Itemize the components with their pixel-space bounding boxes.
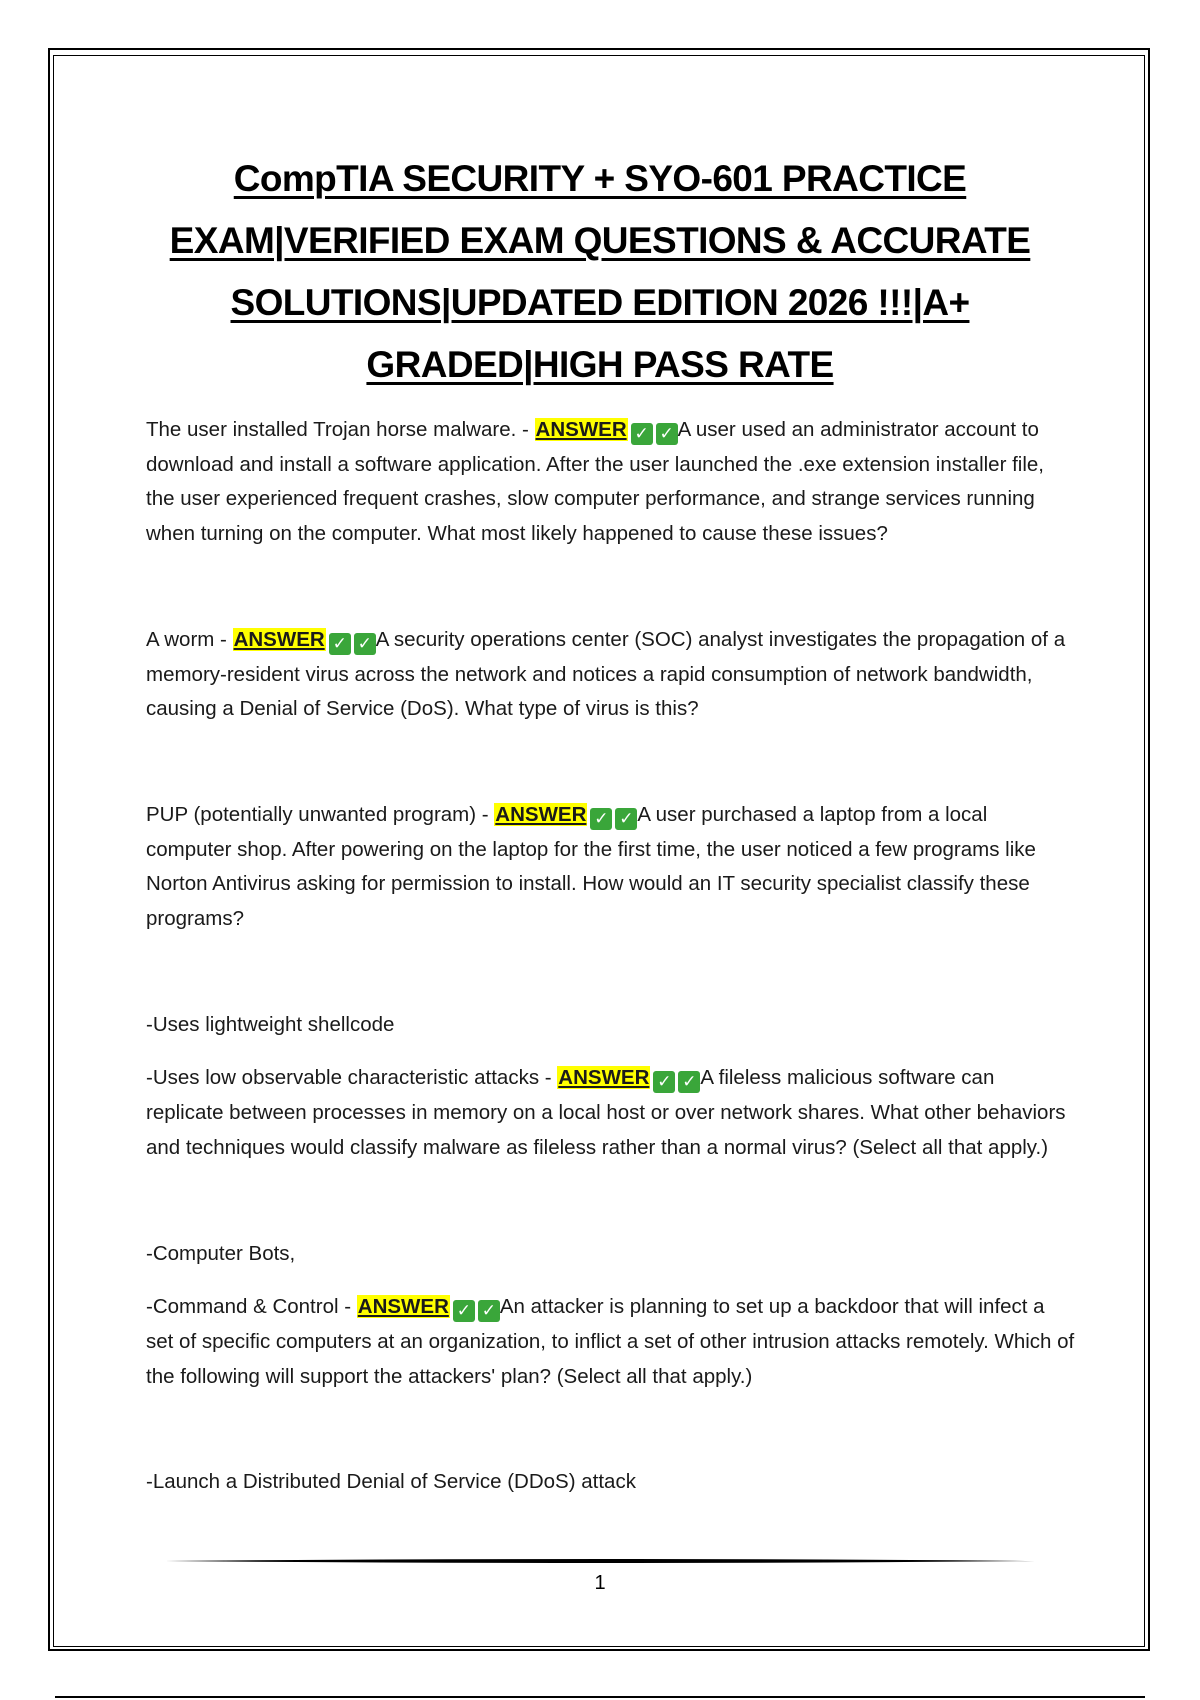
title-line: EXAM|VERIFIED EXAM QUESTIONS & ACCURATE <box>169 220 1031 261</box>
check-icon: ✓ <box>678 1071 700 1093</box>
check-icon: ✓ <box>631 423 653 445</box>
check-icon: ✓ <box>590 808 612 830</box>
answer-option: -Launch a Distributed Denial of Service (DDoS) attack <box>146 1470 636 1494</box>
question-text: A user purchased a laptop from a local computer shop. After powering on the laptop for the first time, the user noticed a few programs like Norton Antivirus asking for permission to install. How would an IT security specialist classify these programs? <box>146 802 1036 931</box>
footer-divider <box>165 1558 1035 1564</box>
title-line: GRADED|HIGH PASS RATE <box>366 344 834 385</box>
answer-text: The user installed Trojan horse malware. - <box>146 418 535 441</box>
answer-text: PUP (potentially unwanted program) - <box>146 802 495 826</box>
answer-option: -Computer Bots, <box>146 1241 296 1265</box>
bottom-border <box>55 1696 1145 1698</box>
check-icon: ✓ <box>478 1300 500 1322</box>
answer-label: ANSWER <box>535 418 627 441</box>
document-title <box>120 148 1080 396</box>
answer-text: -Uses low observable characteristic attacks - <box>146 1066 558 1090</box>
answer-label: ANSWER <box>357 1295 449 1319</box>
check-icon: ✓ <box>615 808 637 830</box>
question-text: A user used an administrator account to download and install a software application. After the user launched the .exe extension installer file, the user experienced frequent crashes, slow computer performance, and strange services running when turning on the computer. What most likely happened to cause these issues? <box>146 418 1044 546</box>
question-text: A security operations center (SOC) analyst investigates the propagation of a memory-resident virus across the network and notices a rapid consumption of network bandwidth, causing a Denial of Service (DoS). What type of virus is this? <box>146 627 1066 721</box>
check-icon: ✓ <box>329 633 351 655</box>
answer-text: -Command & Control - <box>146 1295 357 1319</box>
answer-label: ANSWER <box>558 1066 650 1090</box>
title-line: CompTIA SECURITY + SYO-601 PRACTICE <box>233 158 967 199</box>
question-text: An attacker is planning to set up a backdoor that will infect a set of specific computers at an organization, to inflict a set of other intrusion attacks remotely. Which of the following will support the attackers' plan? (Select all that apply.) <box>146 1295 1075 1388</box>
answer-label: ANSWER <box>233 627 325 651</box>
title-line: SOLUTIONS|UPDATED EDITION 2026 !!!|A+ <box>230 282 970 323</box>
qa-paragraph <box>146 1290 1076 1394</box>
answer-option: -Uses lightweight shellcode <box>146 1012 395 1036</box>
check-icon: ✓ <box>453 1300 475 1322</box>
qa-paragraph <box>146 623 1076 727</box>
question-text: A fileless malicious software can replicate between processes in memory on a local host or over network shares. What other behaviors and techniques would classify malware as fileless rather than a normal virus? (Select all that apply.) <box>146 1066 1066 1159</box>
check-icon: ✓ <box>653 1071 675 1093</box>
qa-paragraph <box>146 1061 1076 1165</box>
check-icon: ✓ <box>656 423 678 445</box>
answer-text: A worm - <box>146 627 233 651</box>
qa-paragraph <box>146 798 1076 937</box>
qa-content <box>146 413 1076 1500</box>
qa-paragraph <box>146 413 1076 552</box>
answer-label: ANSWER <box>495 802 587 826</box>
page-number: 1 <box>594 1572 606 1594</box>
check-icon: ✓ <box>354 633 376 655</box>
